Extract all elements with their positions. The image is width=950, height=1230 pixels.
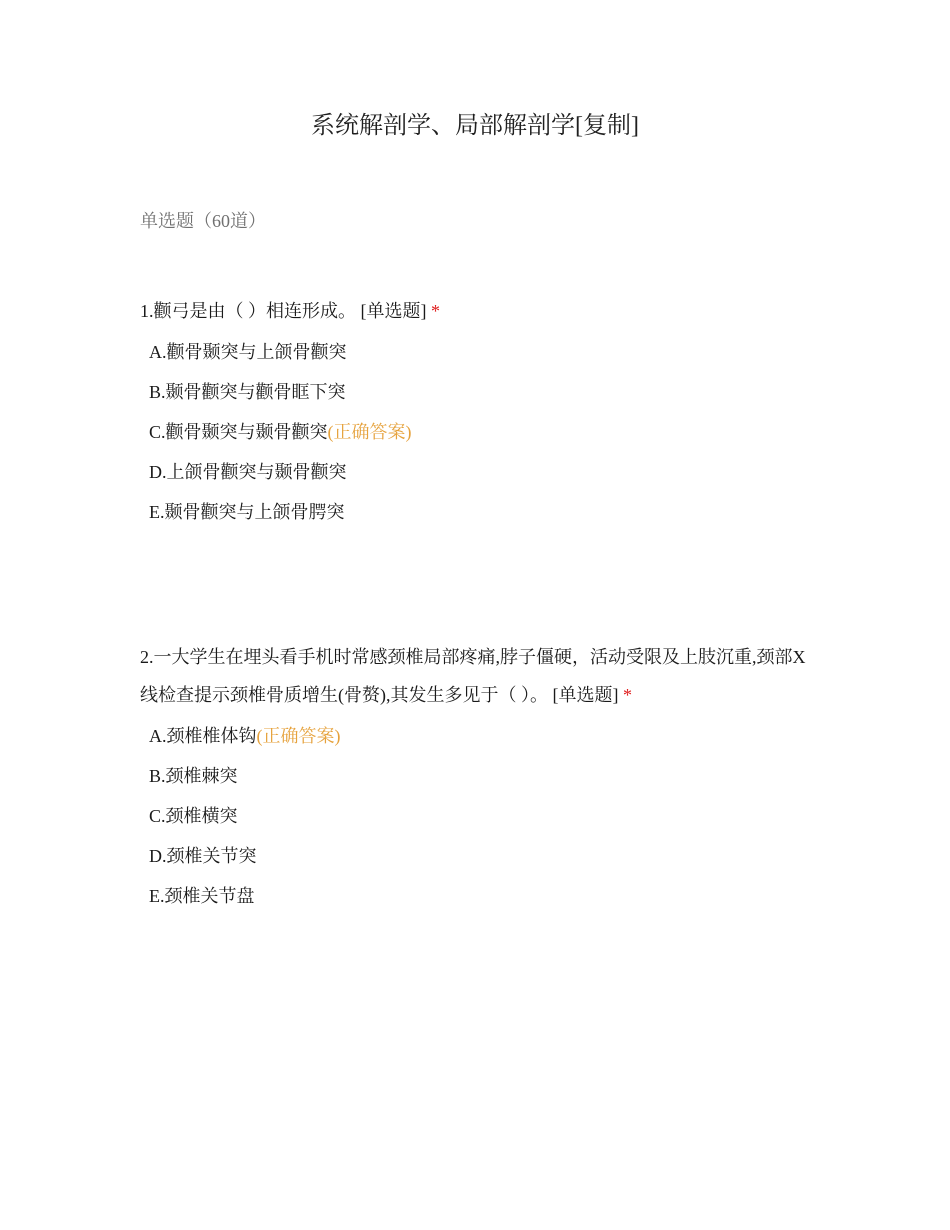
- option-text: D.颈椎关节突: [149, 846, 257, 866]
- option-text: A.颈椎椎体钩: [149, 726, 257, 746]
- option-text: B.颈椎棘突: [149, 766, 238, 786]
- question-stem: [140, 292, 820, 330]
- option-d[interactable]: [149, 836, 820, 876]
- option-d[interactable]: [149, 452, 820, 492]
- option-text: A.颧骨颞突与上颌骨颧突: [149, 342, 347, 362]
- question-1: [140, 292, 820, 532]
- question-text: 2.一大学生在埋头看手机时常感颈椎局部疼痛,脖子僵硬，活动受限及上肢沉重,颈部X线检查提示颈椎骨质增生(骨赘),其发生多见于（ ）。: [140, 647, 806, 705]
- question-text: 1.颧弓是由（ ）相连形成。: [140, 301, 356, 321]
- correct-answer-tag: (正确答案): [327, 422, 412, 442]
- option-text: E.颞骨颧突与上颌骨腭突: [149, 502, 345, 522]
- option-e[interactable]: [149, 492, 820, 532]
- option-text: C.颈椎横突: [149, 806, 238, 826]
- option-text: B.颞骨颧突与颧骨眶下突: [149, 382, 346, 402]
- option-list: [140, 332, 820, 532]
- option-a[interactable]: [149, 332, 820, 372]
- question-type-tag: [单选题]: [552, 685, 619, 705]
- option-text: C.颧骨颞突与颞骨颧突: [149, 422, 328, 442]
- question-type-tag: [单选题]: [360, 301, 427, 321]
- option-text: E.颈椎关节盘: [149, 886, 255, 906]
- option-b[interactable]: [149, 372, 820, 412]
- option-a[interactable]: [149, 716, 820, 756]
- section-title: 单选题（60道）: [140, 211, 266, 231]
- option-c[interactable]: [149, 412, 820, 452]
- question-stem: [140, 638, 820, 714]
- option-b[interactable]: [149, 756, 820, 796]
- option-text: D.上颌骨颧突与颞骨颧突: [149, 462, 347, 482]
- required-mark: *: [431, 301, 440, 321]
- option-c[interactable]: [149, 796, 820, 836]
- question-2: [140, 638, 820, 916]
- option-e[interactable]: [149, 876, 820, 916]
- page-title: 系统解剖学、局部解剖学[复制]: [311, 113, 639, 139]
- option-list: [140, 716, 820, 916]
- required-mark: *: [623, 685, 632, 705]
- correct-answer-tag: (正确答案): [256, 726, 341, 746]
